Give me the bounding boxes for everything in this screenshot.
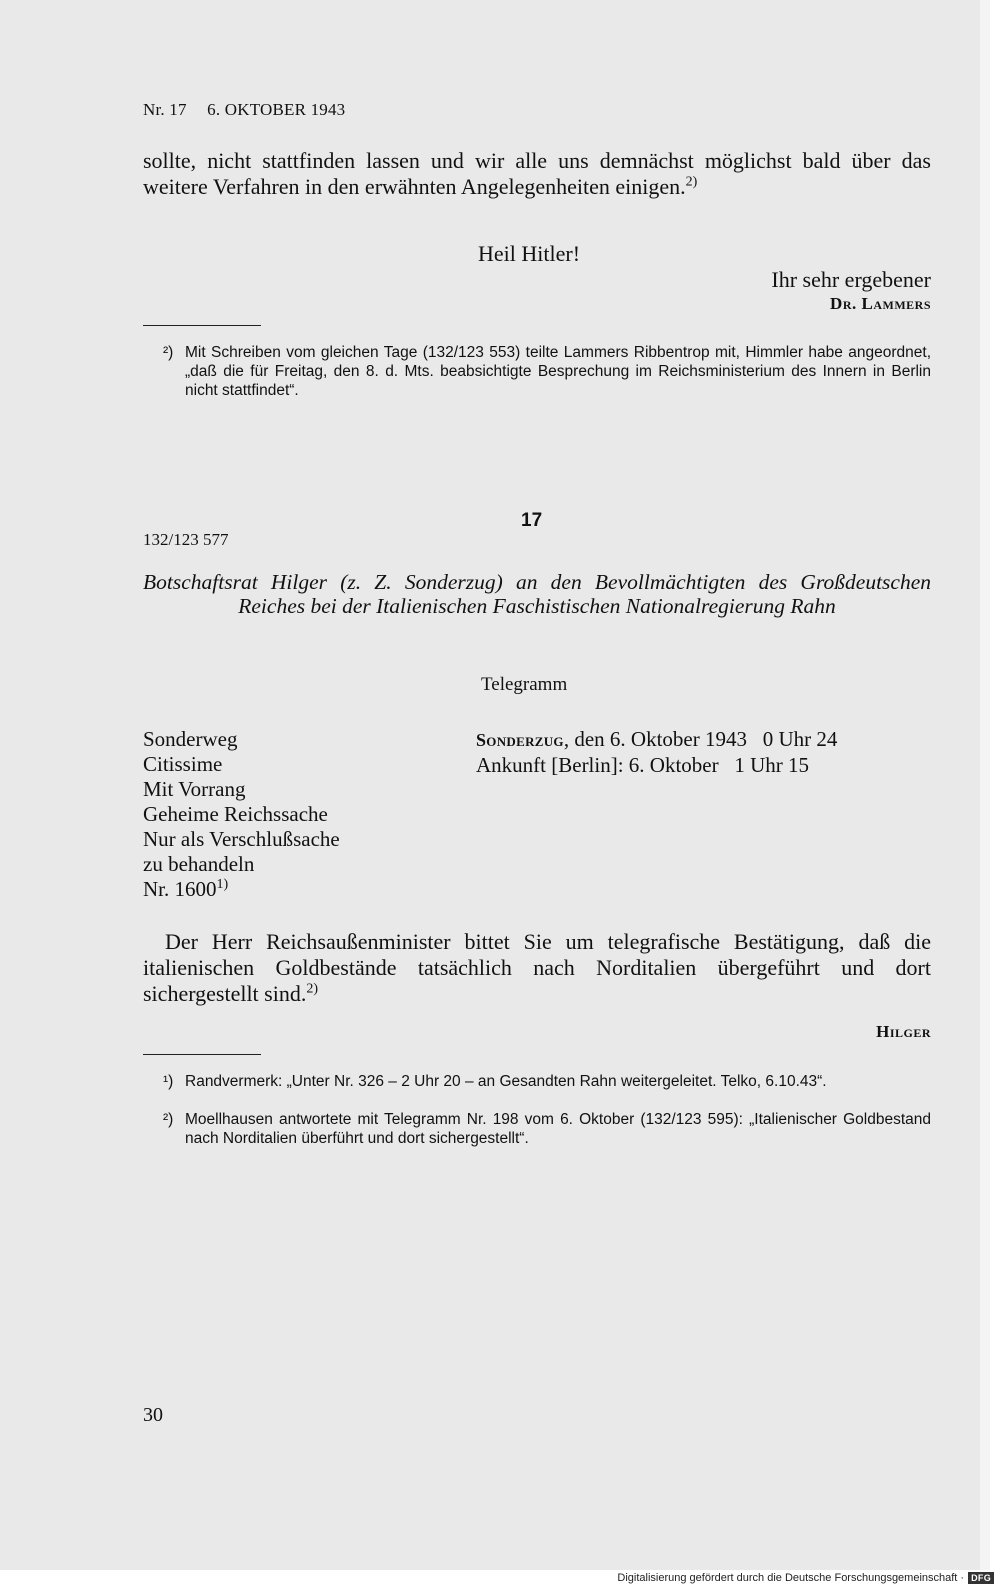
document-title: Botschaftsrat Hilger (z. Z. Sonderzug) an den Bevollmächtigten des Großdeutschen Reiches bei der Italienischen Faschistischen Nationalregierung Rahn <box>143 570 931 618</box>
footnote-mark: ²) <box>163 1111 174 1128</box>
origin-line <box>476 727 931 753</box>
origin-place: Sonderzug <box>476 730 564 750</box>
classification-line: Citissime <box>143 752 223 776</box>
classification-line: Sonderweg <box>143 727 238 751</box>
previous-doc-paragraph <box>143 148 931 200</box>
telegram-body-text: Der Herr Reichsaußenminister bittet Sie um telegrafische Bestätigung, daß die italienischen Goldbestände tatsächlich nach Norditalien übergeführt und dort sichergestellt sind. <box>143 929 931 1006</box>
footnote-divider <box>143 1054 261 1055</box>
classification-line-number <box>143 877 340 902</box>
footnote <box>163 1072 931 1091</box>
document-number: 17 <box>521 510 543 531</box>
dfg-logo-icon: DFG <box>968 1572 994 1584</box>
classification-line: Nur als Verschlußsache <box>143 827 340 851</box>
running-head-doc-number: Nr. 17 <box>143 100 187 119</box>
footnote-mark: ²) <box>163 344 174 361</box>
footnote-divider <box>143 325 261 326</box>
footnote-text: Randvermerk: „Unter Nr. 326 – 2 Uhr 20 – an Gesandten Rahn weitergeleitet. Telko, 6.10.43“. <box>185 1073 827 1090</box>
footnote-ref: 2) <box>685 174 698 190</box>
running-head <box>143 100 931 120</box>
signer-hilger: Hilger <box>876 1022 931 1041</box>
classification-line: zu behandeln <box>143 852 255 876</box>
arrival-line: Ankunft [Berlin]: 6. Oktober 1 Uhr 15 <box>476 753 810 777</box>
footnote-text: Moellhausen antwortete mit Telegramm Nr. 198 vom 6. Oktober (132/123 595): „Italienischer Goldbestand nach Norditalien überführt und dort sichergestellt“. <box>185 1111 931 1147</box>
classification-line: Geheime Reichssache <box>143 802 328 826</box>
footnote <box>163 1110 931 1148</box>
footnote-text: Mit Schreiben vom gleichen Tage (132/123 553) teilte Lammers Ribbentrop mit, Himmler habe angeordnet, „daß die für Freitag, den 8. d. Mts. beabsichtigte Besprechung im Reichsministerium des Innern in Berlin nicht stattfindet“. <box>185 344 931 399</box>
credit-text: Digitalisierung gefördert durch die Deutsche Forschungsgemeinschaft · <box>617 1572 965 1584</box>
running-head-date: 6. OKTOBER 1943 <box>207 100 346 119</box>
origin-date-time: , den 6. Oktober 1943 0 Uhr 24 <box>563 727 838 751</box>
document-type: Telegramm <box>481 674 568 695</box>
telegram-body <box>143 929 931 1007</box>
page-number: 30 <box>143 1404 163 1426</box>
closing: Ihr sehr ergebener <box>771 267 931 292</box>
footnote-mark: ¹) <box>163 1073 174 1090</box>
digitization-credit <box>617 1572 994 1584</box>
page-edge <box>980 0 990 1570</box>
telegram-number: Nr. 1600 <box>143 877 217 901</box>
file-reference: 132/123 577 <box>143 530 229 549</box>
previous-doc-paragraph-text: sollte, nicht stattfinden lassen und wir alle uns demnächst möglichst bald über das weitere Verfahren in den erwähnten Angelegenheiten einigen. <box>143 148 931 199</box>
telegram-classification <box>143 727 340 902</box>
telegram-transmission <box>476 727 931 778</box>
signer-lammers: Dr. Lammers <box>830 294 931 313</box>
classification-line: Mit Vorrang <box>143 777 246 801</box>
footnote <box>163 343 931 400</box>
footnote-ref: 1) <box>216 877 229 892</box>
greeting: Heil Hitler! <box>478 241 581 266</box>
footnote-ref: 2) <box>306 981 319 997</box>
